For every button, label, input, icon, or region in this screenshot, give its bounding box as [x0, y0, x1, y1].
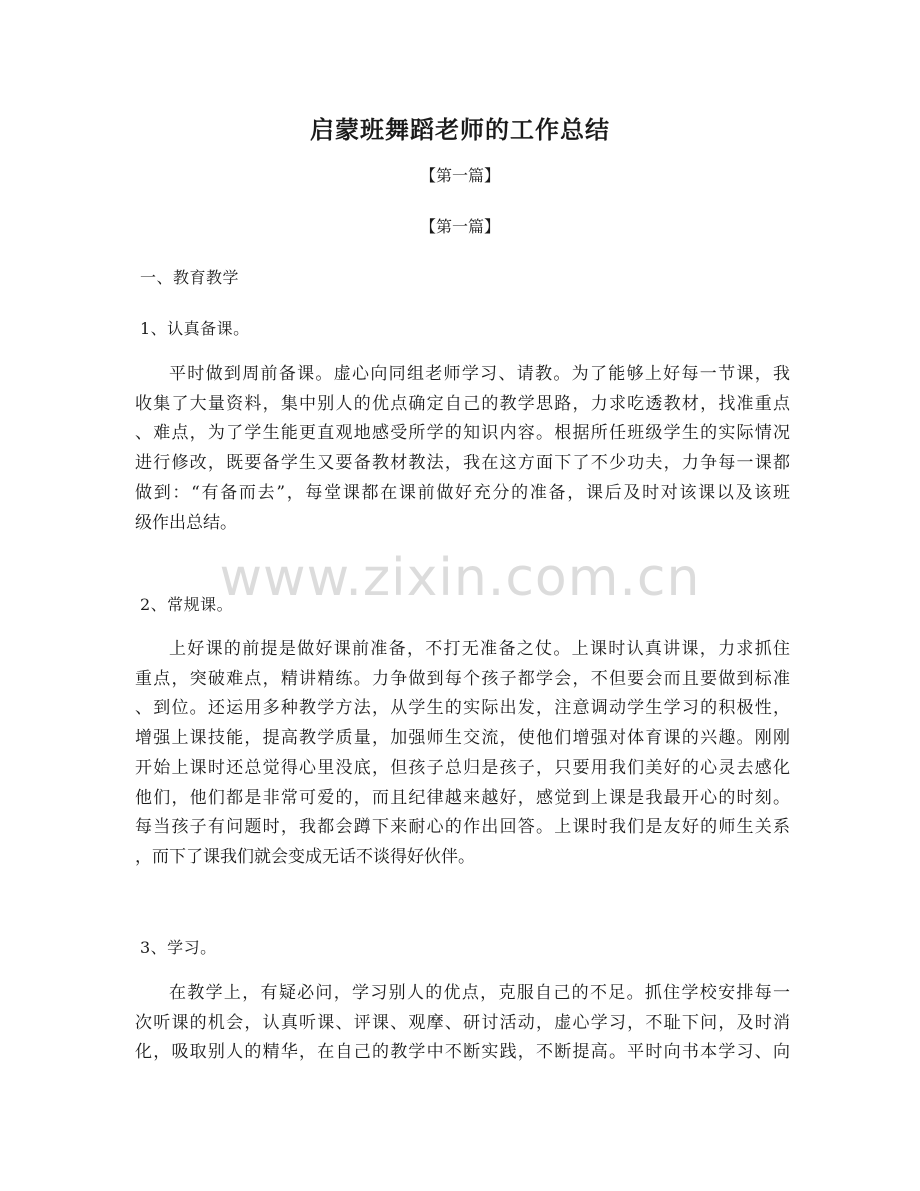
paragraph-line: 进行修改，既要备学生又要备教材教法，我在这方面下了不少功夫，力争每一课都: [135, 453, 790, 474]
document-title: 启蒙班舞蹈老师的工作总结: [310, 115, 610, 144]
section-heading: 一、教育教学: [140, 268, 240, 287]
paragraph-line: 每当孩子有问题时，我都会蹲下来耐心的作出回答。上课时我们是友好的师生关系: [135, 817, 790, 838]
paragraph-line: 在教学上，有疑必问，学习别人的优点，克服自己的不足。抓住学校安排每一: [169, 983, 790, 1003]
section-label: 【第一篇】: [419, 166, 500, 185]
paragraph-line: 增强上课技能，提高教学质量，加强师生交流，使他们增强对体育课的兴趣。刚刚: [135, 728, 790, 749]
section-label: 【第一篇】: [419, 217, 500, 236]
paragraph-line: 收集了大量资料，集中别人的优点确定自己的教学思路，力求吃透教材，找准重点: [135, 393, 790, 414]
subsection-heading: 1、认真备课。: [140, 319, 250, 338]
paragraph: [135, 635, 790, 873]
paragraph-line: ，而下了课我们就会变成无话不谈得好伙伴。: [135, 846, 475, 867]
watermark: www.zixin.com.cn: [219, 548, 701, 608]
paragraph-line: 上好课的前提是做好课前准备，不打无准备之仗。上课时认真讲课，力求抓住: [169, 639, 790, 659]
subsection-heading: 2、常规课。: [140, 595, 234, 614]
paragraph-line: 重点，突破难点，精讲精练。力争做到每个孩子都学会，不但要会而且要做到标准: [135, 668, 790, 689]
paragraph-line: 他们，他们都是非常可爱的，而且纪律越来越好，感觉到上课是我最开心的时刻。: [135, 787, 790, 808]
paragraph-line: 、难点，为了学生能更直观地感受所学的知识内容。根据所任班级学生的实际情况: [135, 423, 790, 444]
paragraph-line: 级作出总结。: [135, 512, 237, 533]
subsection-heading: 3、学习。: [140, 938, 217, 957]
paragraph-line: 平时做到周前备课。虚心向同组老师学习、请教。为了能够上好每一节课，我: [169, 364, 790, 384]
paragraph-line: 开始上课时还总觉得心里没底，但孩子总归是孩子，只要用我们美好的心灵去感化: [135, 757, 790, 778]
paragraph-line: 做到：“有备而去”，每堂课都在课前做好充分的准备，课后及时对该课以及该班: [135, 482, 790, 503]
paragraph-line: 化，吸取别人的精华，在自己的教学中不断实践，不断提高。平时向书本学习、向: [135, 1042, 790, 1063]
paragraph: [135, 360, 790, 538]
paragraph-line: 、到位。还运用多种教学方法，从学生的实际出发，注意调动学生学习的积极性，: [135, 698, 790, 719]
paragraph-line: 次听课的机会，认真听课、评课、观摩、研讨活动，虚心学习，不耻下问，及时消: [135, 1012, 790, 1033]
paragraph: [135, 979, 790, 1068]
